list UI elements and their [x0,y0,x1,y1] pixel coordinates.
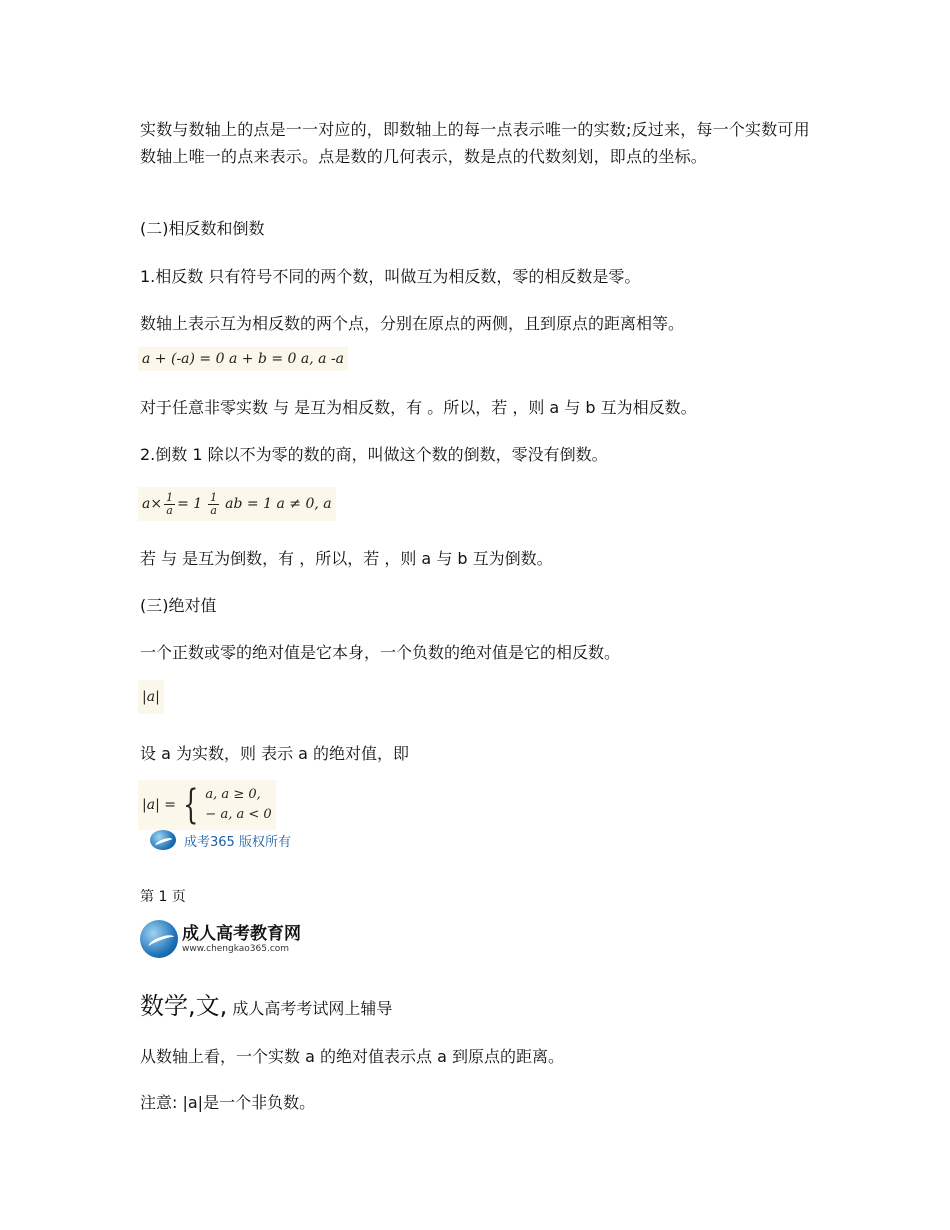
page-heading-big: 数学,文, [140,992,228,1020]
formula-reciprocal-eq: = 1 [177,496,203,512]
paragraph-absolute-let: 设 a 为实数，则 表示 a 的绝对值，即 [140,744,410,763]
section-heading-2: (二)相反数和倒数 [140,219,265,238]
formula-opposite-text: a + (-a) = 0 a + b = 0 a, a -a [142,351,345,367]
formula-cases [205,785,271,825]
formula-opposite [138,347,348,371]
formula-abs-cases [138,780,276,830]
paragraph-absolute-axis: 从数轴上看，一个实数 a 的绝对值表示点 a 到原点的距离。 [140,1047,564,1066]
site-logo-text [182,924,301,955]
section-heading-3: (三)绝对值 [140,596,217,615]
watermark-text: 成考365 版权所有 [184,834,291,850]
page-number: 第 1 页 [140,889,186,905]
fraction-numerator: 1 [166,490,174,504]
fraction-denominator-2: a [210,503,217,517]
formula-case-2: − a, a < 0 [205,807,272,822]
page-heading-small: 成人高考考试网上辅导 [232,999,393,1018]
formula-abs-symbol-text: |a| [142,689,160,705]
paragraph-reciprocal-note: 若 与 是互为倒数，有 ，所以，若 ，则 a 与 b 互为倒数。 [140,549,553,568]
paragraph-opposite-note: 对于任意非零实数 与 是互为相反数，有 。所以，若 ，则 a 与 b 互为相反数。 [140,398,697,417]
fraction-1-over-a [164,492,175,517]
formula-reciprocal [138,487,336,521]
formula-case-1: a, a ≥ 0, [205,787,261,802]
paragraph-opposite-def: 1.相反数 只有符号不同的两个数，叫做互为相反数，零的相反数是零。 [140,267,641,286]
watermark [150,830,291,850]
page-heading [140,990,392,1025]
fraction-numerator-2: 1 [210,490,218,504]
site-logo-url: www.chengkao365.com [182,943,290,954]
formula-abs-lhs: |a| = [142,797,176,813]
paragraph-absolute-note: 注意: |a|是一个非负数。 [140,1093,316,1112]
formula-reciprocal-a: a× [142,496,163,512]
paragraph-opposite-axis: 数轴上表示互为相反数的两个点，分别在原点的两侧，且到原点的距离相等。 [140,314,685,333]
fraction-denominator: a [166,503,173,517]
formula-brace: { [183,782,199,828]
formula-abs-symbol [138,680,164,714]
paragraph-reciprocal-def: 2.倒数 1 除以不为零的数的商，叫做这个数的倒数，零没有倒数。 [140,445,608,464]
formula-reciprocal-rest: ab = 1 a ≠ 0, a [225,496,332,512]
fraction-1-over-a-2 [208,492,219,517]
site-logo [140,920,301,958]
paragraph-absolute-def: 一个正数或零的绝对值是它本身，一个负数的绝对值是它的相反数。 [140,643,621,662]
site-logo-title: 成人高考教育网 [182,923,301,944]
globe-logo-icon [150,830,176,850]
paragraph-real-numbers: 实数与数轴上的点是一一对应的，即数轴上的每一点表示唯一的实数;反过来，每一个实数可用数轴上唯一的点来表示。点是数的几何表示，数是点的代数刻划，即点的坐标。 [140,120,810,166]
globe-logo-icon [140,920,178,958]
